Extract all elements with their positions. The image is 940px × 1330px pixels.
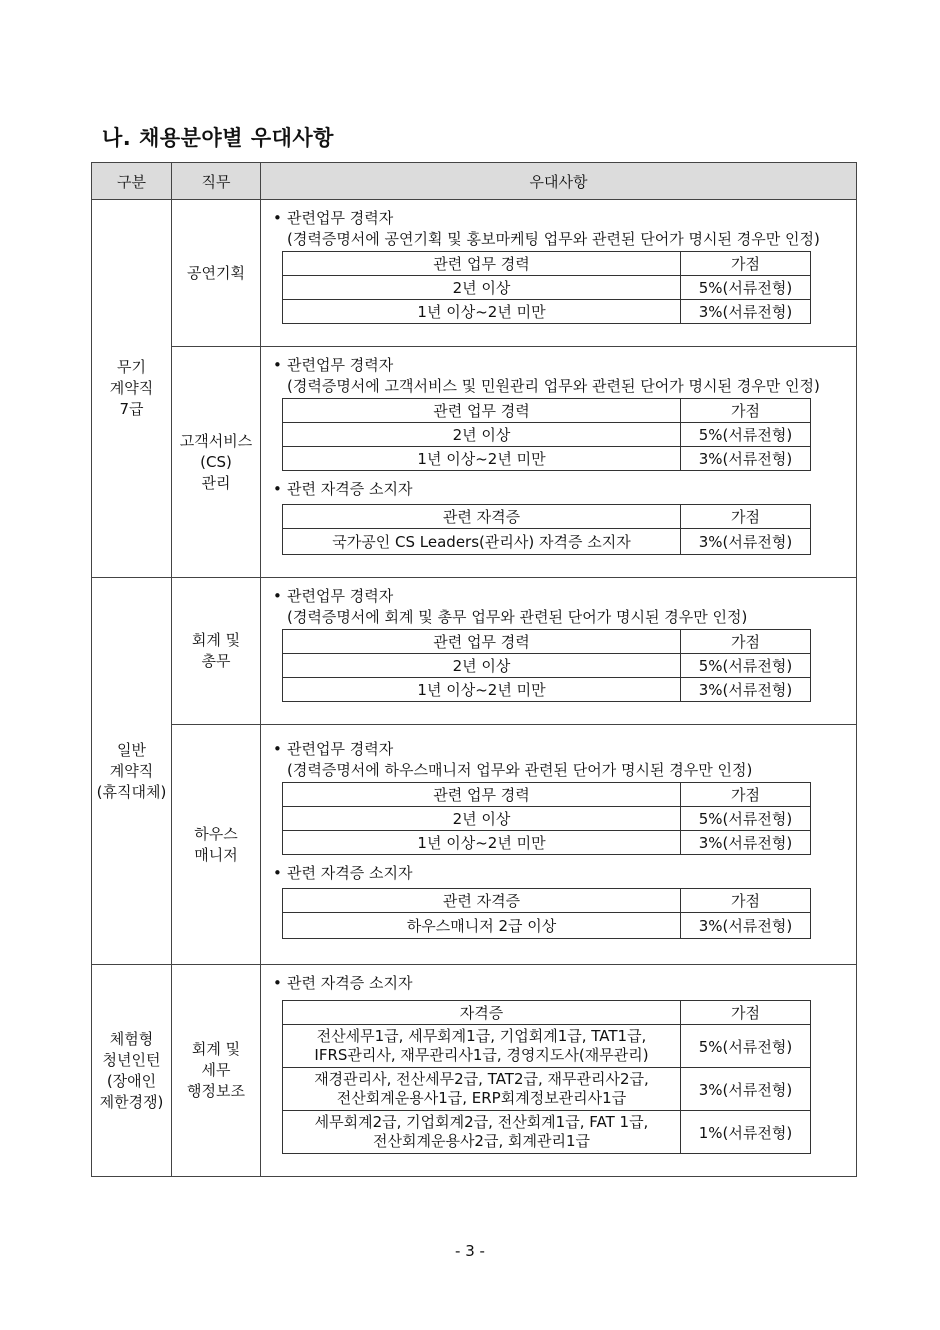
subtable-header: 관련 자격증 <box>283 889 681 913</box>
cert-subtable <box>282 888 811 939</box>
subtable-header: 관련 업무 경력 <box>283 783 681 807</box>
job-name: 고객서비스 <box>179 431 253 450</box>
job-cell <box>172 965 261 1177</box>
category-line: 계약직 <box>109 379 154 397</box>
preference-cell <box>261 347 857 578</box>
table-row <box>92 965 857 1177</box>
job-name: 하우스 <box>194 824 238 843</box>
job-cell <box>172 725 261 965</box>
career-subtable <box>282 251 811 324</box>
subtable-header: 가점 <box>681 1001 811 1025</box>
category-line: 청년인턴 <box>102 1050 161 1069</box>
career-subtable <box>282 629 811 702</box>
preference-cell <box>261 578 857 725</box>
table-row <box>92 725 857 965</box>
subtable-cell: 5%(서류전형) <box>681 807 811 831</box>
category-line: 일반 <box>117 740 146 759</box>
subtable-cell: 3%(서류전형) <box>681 831 811 855</box>
job-name: (CS) <box>200 452 232 471</box>
job-name: 매니저 <box>194 845 238 864</box>
career-note: (경력증명서에 고객서비스 및 민원관리 업무와 관련된 단어가 명시된 경우만 인정) <box>287 377 820 395</box>
subtable-header: 가점 <box>681 252 811 276</box>
career-subtable <box>282 398 811 471</box>
subtable-cell: 5%(서류전형) <box>681 1025 811 1068</box>
subtable-header: 가점 <box>681 783 811 807</box>
category-cell <box>92 578 172 965</box>
subtable-cell: 하우스매니저 2급 이상 <box>283 913 681 939</box>
job-cell <box>172 578 261 725</box>
category-line: 무기 <box>117 358 146 376</box>
category-line: (휴직대체) <box>96 782 167 801</box>
job-name: 총무 <box>201 652 231 670</box>
subtable-cell: 3%(서류전형) <box>681 678 811 702</box>
career-note: (경력증명서에 회계 및 총무 업무와 관련된 단어가 명시된 경우만 인정) <box>287 608 748 626</box>
preference-cell <box>261 725 857 965</box>
job-name: 공연기획 <box>187 263 245 282</box>
page-number: - 3 - <box>455 1242 485 1260</box>
job-cell <box>172 347 261 578</box>
subtable-cell: 3%(서류전형) <box>681 447 811 471</box>
bullet-career: • 관련업무 경력자 <box>273 209 394 227</box>
bullet-career: • 관련업무 경력자 <box>273 356 394 374</box>
subtable-cell: 2년 이상 <box>283 654 681 678</box>
career-subtable <box>282 782 811 855</box>
bullet-career: • 관련업무 경력자 <box>273 740 394 758</box>
career-note: (경력증명서에 공연기획 및 홍보마케팅 업무와 관련된 단어가 명시된 경우만 인정) <box>287 230 820 248</box>
subtable-header: 가점 <box>681 630 811 654</box>
subtable-cell: 5%(서류전형) <box>681 276 811 300</box>
bullet-cert: • 관련 자격증 소지자 <box>273 480 413 498</box>
job-name: 회계 및 <box>191 631 241 649</box>
preference-table <box>91 162 857 1177</box>
subtable-cell: 5%(서류전형) <box>681 423 811 447</box>
subtable-header: 가점 <box>681 399 811 423</box>
subtable-header: 가점 <box>681 505 811 529</box>
career-note: (경력증명서에 하우스매니저 업무와 관련된 단어가 명시된 경우만 인정) <box>287 761 753 779</box>
job-name: 행정보조 <box>187 1082 245 1100</box>
subtable-header: 관련 업무 경력 <box>283 252 681 276</box>
subtable-cell: 3%(서류전형) <box>681 300 811 324</box>
cert-subtable <box>282 504 811 555</box>
preference-cell <box>261 965 857 1177</box>
category-line: (장애인 <box>106 1071 157 1090</box>
table-row <box>92 200 857 347</box>
header-preference: 우대사항 <box>261 163 857 200</box>
subtable-cell: 3%(서류전형) <box>681 529 811 555</box>
header-row <box>92 163 857 200</box>
subtable-cell: 1%(서류전형) <box>681 1111 811 1154</box>
category-cell <box>92 200 172 578</box>
subtable-cell: 2년 이상 <box>283 423 681 447</box>
subtable-cell: 1년 이상~2년 미만 <box>283 447 681 471</box>
job-name: 세무 <box>201 1061 231 1079</box>
category-line: 체험형 <box>109 1029 154 1048</box>
category-line: 계약직 <box>109 761 154 780</box>
job-name: 회계 및 <box>191 1040 241 1058</box>
subtable-cell: 2년 이상 <box>283 807 681 831</box>
subtable-cell: 1년 이상~2년 미만 <box>283 831 681 855</box>
subtable-header: 자격증 <box>283 1001 681 1025</box>
subtable-cell: 5%(서류전형) <box>681 654 811 678</box>
header-category: 구분 <box>92 163 172 200</box>
preference-cell <box>261 200 857 347</box>
table-row <box>92 347 857 578</box>
subtable-cell: 세무회계2급, 기업회계2급, 전산회계1급, FAT 1급, 전산회계운용사2급, 회계관리1급 <box>283 1111 681 1154</box>
subtable-header: 관련 자격증 <box>283 505 681 529</box>
category-cell <box>92 965 172 1177</box>
subtable-header: 가점 <box>681 889 811 913</box>
job-name: 관리 <box>201 473 231 492</box>
header-job: 직무 <box>172 163 261 200</box>
subtable-header: 관련 업무 경력 <box>283 630 681 654</box>
section-title: 나. 채용분야별 우대사항 <box>102 126 334 150</box>
subtable-cell: 3%(서류전형) <box>681 913 811 939</box>
subtable-cell: 전산세무1급, 세무회계1급, 기업회계1급, TAT1급, IFRS관리사, 재무관리사1급, 경영지도사(재무관리) <box>283 1025 681 1068</box>
bullet-cert: • 관련 자격증 소지자 <box>273 864 413 882</box>
job-cell <box>172 200 261 347</box>
subtable-cell: 3%(서류전형) <box>681 1068 811 1111</box>
subtable-cell: 1년 이상~2년 미만 <box>283 678 681 702</box>
subtable-header: 관련 업무 경력 <box>283 399 681 423</box>
category-line: 7급 <box>119 400 144 418</box>
cert-subtable <box>282 1000 811 1154</box>
table-row <box>92 578 857 725</box>
bullet-cert: • 관련 자격증 소지자 <box>273 974 413 992</box>
subtable-cell: 재경관리사, 전산세무2급, TAT2급, 재무관리사2급, 전산회계운용사1급, ERP회계정보관리사1급 <box>283 1068 681 1111</box>
subtable-cell: 2년 이상 <box>283 276 681 300</box>
category-line: 제한경쟁) <box>99 1092 164 1111</box>
subtable-cell: 국가공인 CS Leaders(관리사) 자격증 소지자 <box>283 529 681 555</box>
bullet-career: • 관련업무 경력자 <box>273 587 394 605</box>
subtable-cell: 1년 이상~2년 미만 <box>283 300 681 324</box>
